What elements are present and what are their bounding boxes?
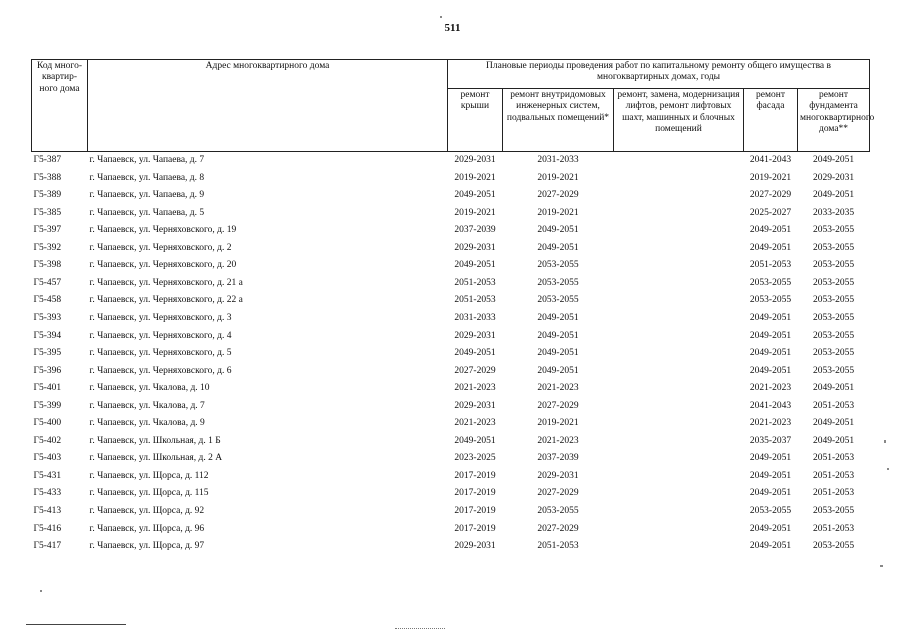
- row-address: г. Чапаевск, ул. Щорса, д. 97: [89, 541, 205, 552]
- scan-speck: [880, 565, 883, 567]
- row-code: Г5-413: [33, 506, 62, 517]
- row-roof: 2021-2023: [454, 383, 496, 394]
- row-foundation: 2051-2053: [812, 453, 855, 464]
- scan-speck: [40, 590, 42, 592]
- row-roof: 2019-2021: [454, 172, 496, 183]
- table-row: [32, 275, 870, 293]
- row-address: г. Чапаевск, ул. Щорса, д. 115: [89, 488, 209, 499]
- row-lifts: [614, 292, 744, 310]
- row-systems: 2049-2051: [537, 348, 579, 359]
- row-address: г. Чапаевск, ул. Черняховского, д. 22 а: [89, 295, 243, 306]
- row-foundation: 2051-2053: [812, 488, 855, 499]
- row-code: Г5-385: [33, 207, 62, 218]
- row-foundation: 2053-2055: [812, 541, 855, 552]
- row-facade: 2019-2021: [749, 172, 792, 183]
- row-roof: 2037-2039: [454, 225, 496, 236]
- row-systems: 2053-2055: [537, 295, 579, 306]
- row-foundation: 2051-2053: [812, 523, 855, 534]
- row-address: г. Чапаевск, ул. Чкалова, д. 10: [89, 383, 210, 394]
- footer-mark: [395, 628, 445, 629]
- row-code: Г5-396: [33, 365, 62, 376]
- row-lifts: [614, 345, 744, 363]
- table-row: [32, 380, 870, 398]
- row-facade: 2049-2051: [749, 348, 792, 359]
- row-roof: 2049-2051: [454, 348, 496, 359]
- row-facade: 2049-2051: [749, 313, 792, 323]
- table-row: [32, 415, 870, 433]
- row-lifts: [614, 538, 744, 556]
- row-systems: 2031-2033: [537, 155, 579, 166]
- row-systems: 2053-2055: [537, 277, 579, 288]
- row-code: Г5-458: [33, 295, 62, 306]
- header-lifts: ремонт, замена, модернизация лифтов, ремонт лифтовых шахт, машинных и блочных помещений: [614, 89, 744, 152]
- row-roof: 2029-2031: [454, 155, 496, 166]
- table-row: [32, 205, 870, 223]
- table-row: [32, 310, 870, 328]
- row-facade: 2021-2023: [749, 418, 792, 429]
- row-roof: 2029-2031: [454, 330, 496, 341]
- row-systems: 2027-2029: [537, 523, 579, 534]
- scan-speck: [884, 440, 886, 443]
- row-facade: 2049-2051: [749, 225, 792, 236]
- row-systems: 2049-2051: [537, 313, 579, 323]
- row-code: Г5-394: [33, 330, 62, 341]
- row-roof: 2051-2053: [454, 277, 496, 288]
- row-foundation: 2049-2051: [812, 155, 855, 166]
- row-roof: 2017-2019: [454, 488, 496, 499]
- table-row: [32, 398, 870, 416]
- row-code: Г5-395: [33, 348, 62, 359]
- row-systems: 2053-2055: [537, 260, 579, 271]
- row-address: г. Чапаевск, ул. Чкалова, д. 7: [89, 400, 205, 411]
- row-systems: 2021-2023: [537, 383, 579, 394]
- row-address: г. Чапаевск, ул. Черняховского, д. 4: [89, 330, 232, 341]
- table-row: [32, 257, 870, 275]
- table-row: [32, 240, 870, 258]
- table-row: [32, 450, 870, 468]
- row-facade: 2049-2051: [749, 453, 792, 464]
- row-roof: 2017-2019: [454, 506, 496, 517]
- row-address: г. Чапаевск, ул. Чкалова, д. 9: [89, 418, 205, 429]
- header-roof: ремонт крыши: [448, 89, 503, 152]
- row-code: Г5-417: [33, 541, 62, 552]
- row-roof: 2029-2031: [454, 400, 496, 411]
- row-address: г. Чапаевск, ул. Черняховского, д. 19: [89, 225, 237, 236]
- table-row: [32, 433, 870, 451]
- row-facade: 2049-2051: [749, 330, 792, 341]
- row-lifts: [614, 520, 744, 538]
- row-facade: 2025-2027: [749, 207, 792, 218]
- row-systems: 2049-2051: [537, 330, 579, 341]
- row-facade: 2053-2055: [749, 506, 792, 517]
- table-row: [32, 327, 870, 345]
- header-address: Адрес многоквартирного дома: [88, 60, 448, 152]
- capital-repair-table: [31, 59, 875, 556]
- row-roof: 2029-2031: [454, 242, 496, 253]
- row-lifts: [614, 205, 744, 223]
- row-facade: 2053-2055: [749, 295, 792, 306]
- row-systems: 2027-2029: [537, 190, 579, 201]
- row-systems: 2021-2023: [537, 435, 579, 446]
- table-row: [32, 363, 870, 381]
- row-code: Г5-399: [33, 400, 62, 411]
- row-roof: 2019-2021: [454, 207, 496, 218]
- row-foundation: 2053-2055: [812, 260, 855, 271]
- row-address: г. Чапаевск, ул. Черняховского, д. 21 а: [89, 277, 243, 288]
- row-foundation: 2051-2053: [812, 470, 855, 481]
- row-systems: 2049-2051: [537, 242, 579, 253]
- header-systems: ремонт внутридомовых инженерных систем, подвальных помещений*: [503, 89, 614, 152]
- table-row: [32, 538, 870, 556]
- row-address: г. Чапаевск, ул. Черняховского, д. 5: [89, 348, 232, 359]
- row-roof: 2029-2031: [454, 541, 496, 552]
- row-foundation: 2053-2055: [812, 330, 855, 341]
- header-code: Код много-квартир-ного дома: [32, 60, 88, 152]
- row-foundation: 2029-2031: [812, 172, 855, 183]
- table-row: [32, 170, 870, 188]
- row-address: г. Чапаевск, ул. Чапаева, д. 7: [89, 155, 205, 166]
- row-code: Г5-387: [33, 155, 62, 166]
- row-systems: 2027-2029: [537, 400, 579, 411]
- row-roof: 2017-2019: [454, 523, 496, 534]
- row-code: Г5-403: [33, 453, 62, 464]
- row-code: Г5-400: [33, 418, 62, 429]
- row-systems: 2049-2051: [537, 225, 579, 236]
- row-foundation: 2049-2051: [812, 383, 855, 394]
- table-row: [32, 187, 870, 205]
- row-foundation: 2033-2035: [812, 207, 855, 218]
- row-systems: 2027-2029: [537, 488, 579, 499]
- row-code: Г5-392: [33, 242, 62, 253]
- row-lifts: [614, 152, 744, 170]
- row-lifts: [614, 380, 744, 398]
- page-number: 511: [444, 22, 461, 34]
- row-facade: 2049-2051: [749, 523, 792, 534]
- row-foundation: 2053-2055: [812, 313, 855, 323]
- row-roof: 2049-2051: [454, 435, 496, 446]
- row-foundation: 2053-2055: [812, 365, 855, 376]
- row-code: Г5-388: [33, 172, 62, 183]
- footer-rule: [26, 624, 126, 625]
- scan-speck: [440, 16, 442, 18]
- row-roof: 2049-2051: [454, 260, 496, 271]
- row-foundation: 2053-2055: [812, 506, 855, 517]
- row-lifts: [614, 310, 744, 328]
- table-row: [32, 503, 870, 521]
- row-lifts: [614, 398, 744, 416]
- row-facade: 2051-2053: [749, 260, 792, 271]
- row-roof: 2031-2033: [454, 313, 496, 323]
- row-systems: 2019-2021: [537, 207, 579, 218]
- row-lifts: [614, 363, 744, 381]
- row-address: г. Чапаевск, ул. Черняховского, д. 2: [89, 242, 232, 253]
- row-code: Г5-401: [33, 383, 62, 394]
- row-foundation: 2049-2051: [812, 190, 855, 201]
- row-facade: 2053-2055: [749, 277, 792, 288]
- row-code: Г5-416: [33, 523, 62, 534]
- table-row: [32, 520, 870, 538]
- row-code: Г5-389: [33, 190, 62, 201]
- row-lifts: [614, 327, 744, 345]
- row-lifts: [614, 415, 744, 433]
- table-row: [32, 222, 870, 240]
- row-lifts: [614, 257, 744, 275]
- row-lifts: [614, 433, 744, 451]
- table-body: [32, 152, 870, 556]
- row-facade: 2041-2043: [749, 155, 792, 166]
- row-roof: 2021-2023: [454, 418, 496, 429]
- row-lifts: [614, 503, 744, 521]
- row-roof: 2049-2051: [454, 190, 496, 201]
- row-roof: 2023-2025: [454, 453, 496, 464]
- row-lifts: [614, 275, 744, 293]
- row-systems: 2019-2021: [537, 418, 579, 429]
- row-address: г. Чапаевск, ул. Школьная, д. 1 Б: [89, 435, 221, 446]
- row-address: г. Чапаевск, ул. Черняховского, д. 6: [89, 365, 232, 376]
- row-foundation: 2051-2053: [812, 400, 855, 411]
- row-address: г. Чапаевск, ул. Черняховского, д. 3: [89, 313, 232, 323]
- table-row: [32, 152, 870, 170]
- row-systems: 2049-2051: [537, 365, 579, 376]
- row-address: г. Чапаевск, ул. Черняховского, д. 20: [89, 260, 237, 271]
- row-systems: 2037-2039: [537, 453, 579, 464]
- row-foundation: 2049-2051: [812, 435, 855, 446]
- row-code: Г5-397: [33, 225, 62, 236]
- row-address: г. Чапаевск, ул. Щорса, д. 96: [89, 523, 205, 534]
- row-systems: 2019-2021: [537, 172, 579, 183]
- row-lifts: [614, 187, 744, 205]
- row-foundation: 2053-2055: [812, 242, 855, 253]
- row-roof: 2027-2029: [454, 365, 496, 376]
- row-code: Г5-431: [33, 470, 62, 481]
- row-facade: 2049-2051: [749, 541, 792, 552]
- table-row: [32, 485, 870, 503]
- row-address: г. Чапаевск, ул. Чапаева, д. 8: [89, 172, 205, 183]
- row-address: г. Чапаевск, ул. Чапаева, д. 5: [89, 207, 205, 218]
- row-systems: 2051-2053: [537, 541, 579, 552]
- scan-speck: [887, 468, 889, 470]
- row-foundation: 2053-2055: [812, 225, 855, 236]
- row-code: Г5-398: [33, 260, 62, 271]
- row-lifts: [614, 240, 744, 258]
- row-facade: 2049-2051: [749, 488, 792, 499]
- row-code: Г5-457: [33, 277, 62, 288]
- header-facade: ремонт фасада: [744, 89, 798, 152]
- header-periods: Плановые периоды проведения работ по капитальному ремонту общего имущества в многоквартирных домах, годы: [448, 60, 870, 89]
- row-facade: 2049-2051: [749, 365, 792, 376]
- row-code: Г5-402: [33, 435, 62, 446]
- row-address: г. Чапаевск, ул. Щорса, д. 92: [89, 506, 205, 517]
- row-foundation: 2049-2051: [812, 418, 855, 429]
- row-foundation: 2053-2055: [812, 348, 855, 359]
- row-lifts: [614, 485, 744, 503]
- row-address: г. Чапаевск, ул. Щорса, д. 112: [89, 470, 209, 481]
- row-address: г. Чапаевск, ул. Чапаева, д. 9: [89, 190, 205, 201]
- row-code: Г5-433: [33, 488, 62, 499]
- row-foundation: 2053-2055: [812, 277, 855, 288]
- row-facade: 2049-2051: [749, 470, 792, 481]
- row-code: Г5-393: [33, 313, 62, 323]
- row-facade: 2049-2051: [749, 242, 792, 253]
- header-foundation: ремонт фундамента многоквартирного дома**: [798, 89, 870, 152]
- row-foundation: 2053-2055: [812, 295, 855, 306]
- row-systems: 2029-2031: [537, 470, 579, 481]
- row-lifts: [614, 450, 744, 468]
- row-lifts: [614, 468, 744, 486]
- row-lifts: [614, 170, 744, 188]
- row-facade: 2027-2029: [749, 190, 792, 201]
- row-address: г. Чапаевск, ул. Школьная, д. 2 А: [89, 453, 223, 464]
- row-facade: 2021-2023: [749, 383, 792, 394]
- table-row: [32, 292, 870, 310]
- row-systems: 2053-2055: [537, 506, 579, 517]
- table-row: [32, 345, 870, 363]
- row-roof: 2017-2019: [454, 470, 496, 481]
- table-row: [32, 468, 870, 486]
- row-roof: 2051-2053: [454, 295, 496, 306]
- row-facade: 2041-2043: [749, 400, 792, 411]
- row-facade: 2035-2037: [749, 435, 792, 446]
- row-lifts: [614, 222, 744, 240]
